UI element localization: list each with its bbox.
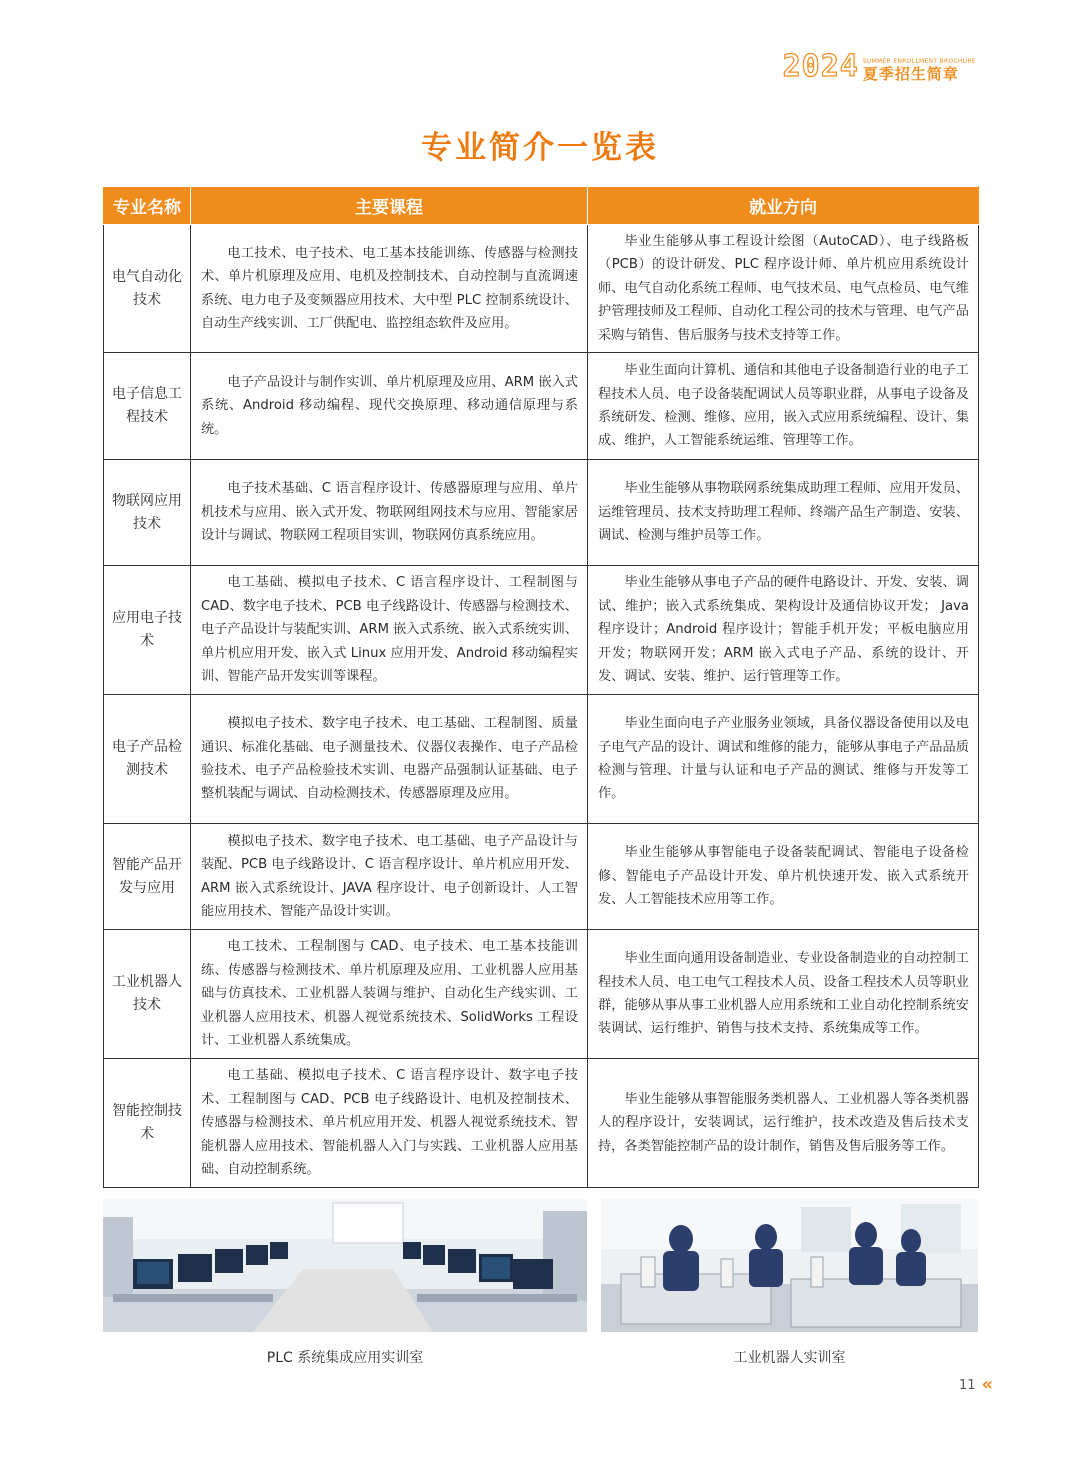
page-footer	[959, 1376, 990, 1394]
major-courses: 模拟电子技术、数字电子技术、电工基础、工程制图、质量通识、标准化基础、电子测量技术、仪器仪表操作、电子产品检验技术、电子产品检验技术实训、电器产品强制认证基础、电子整机装配与调试、自动检测技术、传感器原理及应用。	[191, 695, 588, 824]
major-name: 电子信息工程技术	[104, 353, 191, 460]
header-major-name: 专业名称	[104, 187, 191, 225]
table-row	[104, 225, 979, 353]
brand-year: 2024	[782, 49, 859, 84]
major-careers: 毕业生能够从事智能服务类机器人、工业机器人等各类机器人的程序设计，安装调试，运行维护，技术改造及售后技术支持，各类智能控制产品的设计制作，销售及售后服务等工作。	[588, 1059, 979, 1188]
page-number: 11	[959, 1377, 976, 1393]
majors-table	[103, 186, 979, 1188]
photo-plc-lab	[103, 1199, 587, 1332]
table-row	[104, 566, 979, 695]
caption-plc-lab: PLC 系统集成应用实训室	[266, 1350, 424, 1366]
major-name: 电子产品检测技术	[104, 695, 191, 824]
major-careers: 毕业生能够从事物联网系统集成助理工程师、应用开发员、运维管理员、技术支持助理工程师、终端产品生产制造、安装、调试、检测与维护员等工作。	[588, 460, 979, 566]
table-header-row	[104, 187, 979, 225]
major-careers: 毕业生面向通用设备制造业、专业设备制造业的自动控制工程技术人员、电工电气工程技术人员、设备工程技术人员等职业群，能够从事从事工业机器人应用系统和工业自动化控制系统安装调试、运行维护、销售与技术支持、系统集成等工作。	[588, 930, 979, 1059]
table-row	[104, 460, 979, 566]
header-main-courses: 主要课程	[191, 187, 588, 225]
major-careers: 毕业生面向计算机、通信和其他电子设备制造行业的电子工程技术人员、电子设备装配调试人员等职业群，从事电子设备及系统研发、检测、维修、应用，嵌入式应用系统编程、设计、集成、维护，人工智能系统运维、管理等工作。	[588, 353, 979, 460]
caption-robot-lab: 工业机器人实训室	[733, 1350, 846, 1366]
robot-lab-illustration	[601, 1199, 978, 1332]
brand-subtitle-cn: 夏季招生简章	[862, 65, 959, 83]
major-name: 智能产品开发与应用	[104, 824, 191, 930]
plc-lab-illustration	[103, 1199, 587, 1332]
major-careers: 毕业生能够从事电子产品的硬件电路设计、开发、安装、调试、维护；嵌入式系统集成、架构设计及通信协议开发； Java 程序设计；Android 程序设计；智能手机开发；平板电脑应用开发；物联网开发；ARM 嵌入式电子产品、系统的设计、开发、调试、安装、维护、运行管理等工作。	[588, 566, 979, 695]
major-name: 物联网应用技术	[104, 460, 191, 566]
photo-robot-lab	[601, 1199, 978, 1332]
page-title: 专业简介一览表	[421, 130, 659, 166]
major-courses: 模拟电子技术、数字电子技术、电工基础、电子产品设计与装配、PCB 电子线路设计、C 语言程序设计、单片机应用开发、ARM 嵌入式系统设计、JAVA 程序设计、电子创新设计、人工智能应用技术、智能产品设计实训。	[191, 824, 588, 930]
major-name: 应用电子技术	[104, 566, 191, 695]
major-courses: 电工技术、电子技术、电工基本技能训练、传感器与检测技术、单片机原理及应用、电机及控制技术、自动控制与直流调速系统、电力电子及变频器应用技术、大中型 PLC 控制系统设计、自动生产线实训、工厂供配电、监控组态软件及应用。	[191, 225, 588, 353]
brand-header	[782, 49, 976, 84]
table-row	[104, 353, 979, 460]
brand-subtitle-en: SUMMER ENROLLMENT BROCHURE	[862, 58, 976, 65]
major-courses: 电工基础、模拟电子技术、C 语言程序设计、工程制图与 CAD、数字电子技术、PCB 电子线路设计、传感器与检测技术、电子产品设计与装配实训、ARM 嵌入式系统、嵌入式系统实训、单片机应用开发、嵌入式 Linux 应用开发、Android 移动编程实训、智能产品开发实训等课程。	[191, 566, 588, 695]
major-courses: 电工基础、模拟电子技术、C 语言程序设计、数字电子技术、工程制图与 CAD、PCB 电子线路设计、电机及控制技术、传感器与检测技术、单片机应用开发、机器人视觉系统技术、智能机器人应用技术、智能机器人入门与实践、工业机器人应用基础、自动控制系统。	[191, 1059, 588, 1188]
major-name: 电气自动化技术	[104, 225, 191, 353]
major-careers: 毕业生能够从事工程设计绘图（AutoCAD）、电子线路板（PCB）的设计研发、PLC 程序设计师、单片机应用系统设计师、电气自动化系统工程师、电气技术员、电气点检员、电气维护管理技师及工程师、自动化工程公司的技术与管理、电气产品采购与销售、售后服务与技术支持等工作。	[588, 225, 979, 353]
major-name: 工业机器人技术	[104, 930, 191, 1059]
major-name: 智能控制技术	[104, 1059, 191, 1188]
table-row	[104, 1059, 979, 1188]
major-careers: 毕业生能够从事智能电子设备装配调试、智能电子设备检修、智能电子产品设计开发、单片机快速开发、嵌入式系统开发、人工智能技术应用等工作。	[588, 824, 979, 930]
table-row	[104, 695, 979, 824]
brand-text	[863, 59, 976, 82]
chevron-left-icon: «	[981, 1374, 991, 1395]
table-row	[104, 930, 979, 1059]
major-courses: 电子技术基础、C 语言程序设计、传感器原理与应用、单片机技术与应用、嵌入式开发、物联网组网技术与应用、智能家居设计与调试、物联网工程项目实训，物联网仿真系统应用。	[191, 460, 588, 566]
header-career-direction: 就业方向	[588, 187, 979, 225]
major-careers: 毕业生面向电子产业服务业领域，具备仪器设备使用以及电子电气产品的设计、调试和维修的能力，能够从事电子产品品质检测与管理、计量与认证和电子产品的测试、维修与开发等工作。	[588, 695, 979, 824]
major-courses: 电子产品设计与制作实训、单片机原理及应用、ARM 嵌入式系统、Android 移动编程、现代交换原理、移动通信原理与系统。	[191, 353, 588, 460]
major-courses: 电工技术、工程制图与 CAD、电子技术、电工基本技能训练、传感器与检测技术、单片机原理及应用、工业机器人应用基础与仿真技术、工业机器人装调与维护、自动化生产线实训、工业机器人应用技术、机器人视觉系统技术、SolidWorks 工程设计、工业机器人系统集成。	[191, 930, 588, 1059]
table-row	[104, 824, 979, 930]
